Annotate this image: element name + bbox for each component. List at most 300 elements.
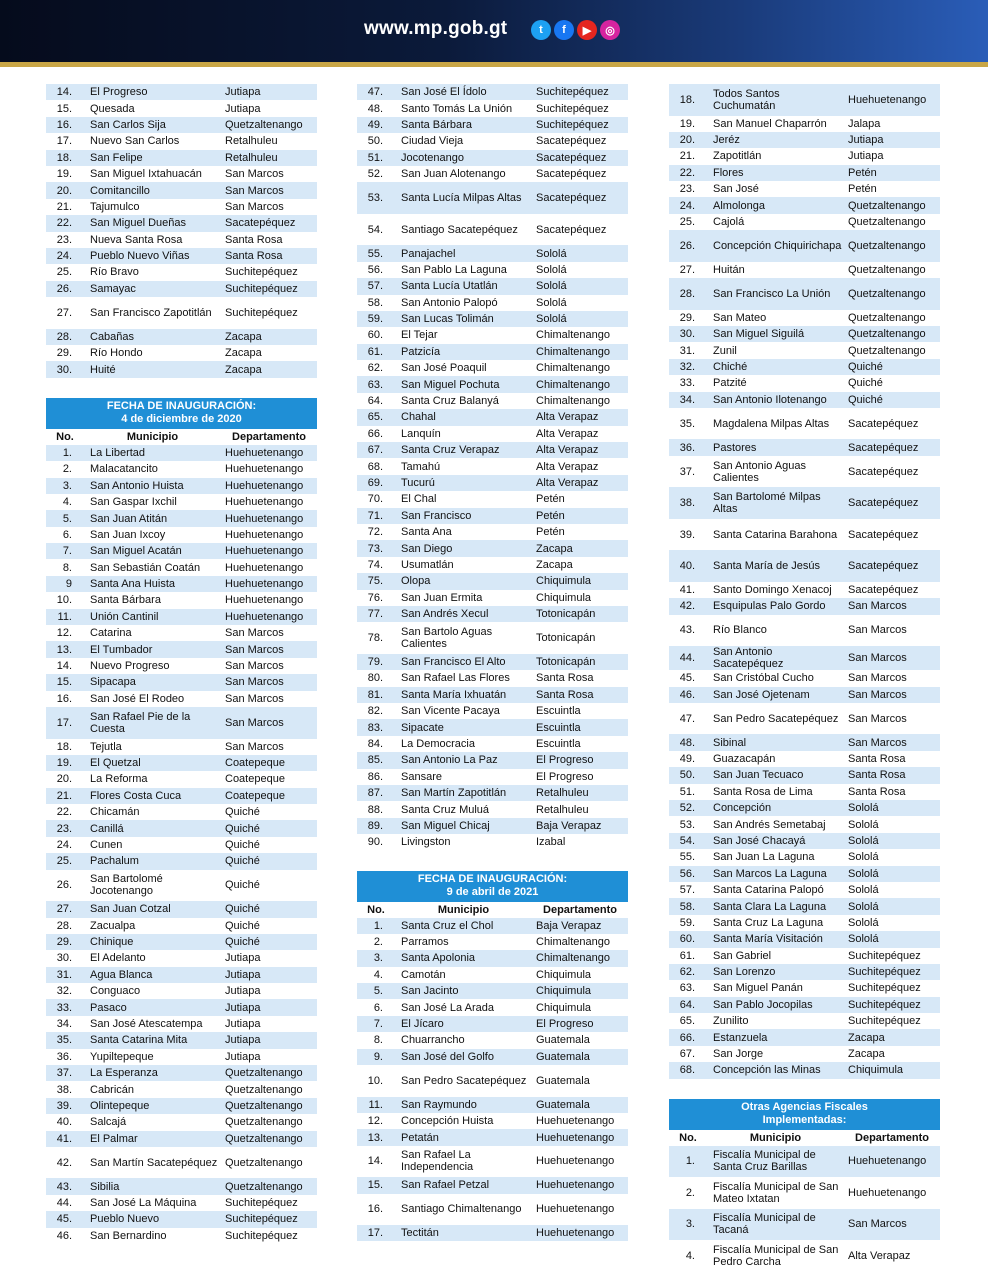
- municipio-cell: Malacatancito: [84, 461, 221, 477]
- row-number: 50.: [357, 133, 395, 149]
- municipio-cell: San Francisco: [395, 508, 532, 524]
- table-row: [46, 232, 317, 248]
- row-number: 24.: [669, 197, 707, 213]
- municipio-cell: Río Blanco: [707, 615, 844, 647]
- row-number: 13.: [46, 641, 84, 657]
- table-row: [669, 148, 940, 164]
- municipio-cell: Quesada: [84, 100, 221, 116]
- departamento-cell: Suchitepéquez: [844, 980, 940, 996]
- departamento-cell: Suchitepéquez: [844, 964, 940, 980]
- row-number: 14.: [46, 658, 84, 674]
- municipio-cell: Tajumulco: [84, 199, 221, 215]
- table-row: [669, 767, 940, 783]
- table-row: [669, 84, 940, 116]
- row-number: 60.: [669, 931, 707, 947]
- row-number: 62.: [357, 360, 395, 376]
- table-row: [357, 1065, 628, 1097]
- municipio-cell: San Miguel Panán: [707, 980, 844, 996]
- departamento-cell: San Marcos: [844, 1209, 940, 1241]
- row-number: 68.: [669, 1062, 707, 1078]
- row-number: 57.: [357, 278, 395, 294]
- youtube-icon[interactable]: ▶: [577, 20, 597, 40]
- row-number: 31.: [669, 342, 707, 358]
- departamento-cell: Sacatepéquez: [844, 487, 940, 519]
- municipio-cell: San Martín Sacatepéquez: [84, 1147, 221, 1179]
- departamento-cell: Chimaltenango: [532, 344, 628, 360]
- section-header: [46, 398, 317, 429]
- departamento-cell: Petén: [844, 181, 940, 197]
- row-number: 11.: [357, 1097, 395, 1113]
- departamento-cell: San Marcos: [221, 674, 317, 690]
- row-number: 59.: [357, 311, 395, 327]
- row-number: 72.: [357, 524, 395, 540]
- row-number: 15.: [46, 100, 84, 116]
- departamento-cell: Chiquimula: [532, 967, 628, 983]
- municipio-cell: Río Hondo: [84, 345, 221, 361]
- table-row: [357, 1032, 628, 1048]
- row-number: 37.: [46, 1065, 84, 1081]
- municipio-cell: El Progreso: [84, 84, 221, 100]
- municipio-cell: Santa Cruz el Chol: [395, 918, 532, 934]
- section-table: [357, 902, 628, 1242]
- table-row: [357, 344, 628, 360]
- departamento-cell: Quiché: [844, 375, 940, 391]
- section-date: 9 de abril de 2021: [446, 885, 539, 898]
- table-row: [46, 1195, 317, 1211]
- municipio-cell: Panajachel: [395, 245, 532, 261]
- row-number: 16.: [46, 117, 84, 133]
- twitter-icon[interactable]: t: [531, 20, 551, 40]
- table-row: [669, 375, 940, 391]
- departamento-cell: Zacapa: [844, 1029, 940, 1045]
- table-row: [357, 182, 628, 214]
- row-number: 38.: [46, 1081, 84, 1097]
- departamento-cell: Huehuetenango: [221, 592, 317, 608]
- departamento-cell: Petén: [844, 165, 940, 181]
- departamento-cell: Huehuetenango: [221, 478, 317, 494]
- departamento-cell: Chiquimula: [532, 983, 628, 999]
- row-number: 14.: [46, 84, 84, 100]
- row-number: 29.: [46, 934, 84, 950]
- row-number: 89.: [357, 818, 395, 834]
- row-number: 17.: [357, 1225, 395, 1241]
- table-row: [669, 1062, 940, 1078]
- table-row: [46, 1178, 317, 1194]
- departamento-cell: Jutiapa: [221, 84, 317, 100]
- table-row: [46, 297, 317, 329]
- departamento-cell: Sacatepéquez: [844, 408, 940, 440]
- table-row: [669, 833, 940, 849]
- table-row: [46, 1114, 317, 1130]
- table-row: [46, 691, 317, 707]
- social-icons: [531, 20, 620, 40]
- municipio-cell: San Lucas Tolimán: [395, 311, 532, 327]
- municipio-cell: Huité: [84, 361, 221, 377]
- municipio-cell: Sansare: [395, 769, 532, 785]
- table-row: [46, 215, 317, 231]
- departamento-cell: Quetzaltenango: [221, 1131, 317, 1147]
- table-row: [46, 1131, 317, 1147]
- table-row: [46, 150, 317, 166]
- departamento-cell: Chimaltenango: [532, 327, 628, 343]
- table-row: [46, 804, 317, 820]
- table-row: [669, 598, 940, 614]
- municipio-cell: Ciudad Vieja: [395, 133, 532, 149]
- municipio-cell: San Lorenzo: [707, 964, 844, 980]
- municipio-cell: San Pablo La Laguna: [395, 262, 532, 278]
- municipio-cell: San Juan Alotenango: [395, 166, 532, 182]
- municipio-cell: San Sebastián Coatán: [84, 559, 221, 575]
- table-row: [46, 494, 317, 510]
- table-row: [46, 918, 317, 934]
- row-number: 53.: [669, 816, 707, 832]
- municipio-cell: Conguaco: [84, 983, 221, 999]
- row-number: 54.: [669, 833, 707, 849]
- municipio-cell: Samayac: [84, 281, 221, 297]
- row-number: 14.: [357, 1146, 395, 1178]
- table-row: [669, 751, 940, 767]
- row-number: 78.: [357, 622, 395, 654]
- row-number: 35.: [46, 1032, 84, 1048]
- municipio-cell: Concepción Chiquirichapa: [707, 230, 844, 262]
- facebook-icon[interactable]: f: [554, 20, 574, 40]
- departamento-cell: Santa Rosa: [844, 767, 940, 783]
- municipio-cell: Parramos: [395, 934, 532, 950]
- site-url-link[interactable]: www.mp.gob.gt: [364, 18, 508, 39]
- row-number: 6.: [357, 999, 395, 1015]
- departamento-cell: Sacatepéquez: [532, 133, 628, 149]
- municipio-cell: San Pablo Jocopilas: [707, 997, 844, 1013]
- row-number: 24.: [46, 837, 84, 853]
- municipio-cell: Sipacapa: [84, 674, 221, 690]
- table-row: [669, 800, 940, 816]
- departamento-cell: Sololá: [532, 295, 628, 311]
- departamento-cell: Suchitepéquez: [844, 1013, 940, 1029]
- table-row: [669, 734, 940, 750]
- table-row: [669, 326, 940, 342]
- table-row: [669, 931, 940, 947]
- row-number: 18.: [46, 150, 84, 166]
- municipio-cell: Livingston: [395, 834, 532, 850]
- municipio-cell: San Antonio Sacatepéquez: [707, 646, 844, 670]
- table-row: [357, 687, 628, 703]
- table-row: [669, 392, 940, 408]
- municipio-cell: Santa Catarina Palopó: [707, 882, 844, 898]
- table-row: [669, 359, 940, 375]
- departamento-cell: Huehuetenango: [532, 1129, 628, 1145]
- departamento-cell: Sololá: [844, 898, 940, 914]
- municipio-cell: San Bartolo Aguas Calientes: [395, 622, 532, 654]
- column-2: [357, 84, 628, 1241]
- table-row: [46, 361, 317, 377]
- municipio-cell: San José Chacayá: [707, 833, 844, 849]
- row-number: 77.: [357, 606, 395, 622]
- departamento-cell: Chimaltenango: [532, 950, 628, 966]
- section-spacer: [357, 851, 628, 871]
- row-number: 62.: [669, 964, 707, 980]
- departamento-cell: Quiché: [221, 804, 317, 820]
- departamento-cell: San Marcos: [221, 658, 317, 674]
- departamento-cell: San Marcos: [221, 707, 317, 739]
- municipio-cell: Camotán: [395, 967, 532, 983]
- table-row: [357, 117, 628, 133]
- municipio-cell: El Quetzal: [84, 755, 221, 771]
- municipio-cell: Estanzuela: [707, 1029, 844, 1045]
- row-number: 34.: [669, 392, 707, 408]
- municipio-cell: Patzicía: [395, 344, 532, 360]
- table-row: [357, 622, 628, 654]
- row-number: 44.: [46, 1195, 84, 1211]
- row-number: 28.: [46, 918, 84, 934]
- departamento-cell: Quiché: [844, 359, 940, 375]
- departamento-cell: Huehuetenango: [844, 84, 940, 116]
- municipio-cell: Nueva Santa Rosa: [84, 232, 221, 248]
- table-row: [669, 1013, 940, 1029]
- column-header-no: No.: [357, 902, 395, 918]
- row-number: 79.: [357, 654, 395, 670]
- row-number: 4.: [357, 967, 395, 983]
- departamento-cell: Chimaltenango: [532, 393, 628, 409]
- table-row: [46, 478, 317, 494]
- column-1: [46, 84, 317, 1244]
- row-number: 5.: [357, 983, 395, 999]
- row-number: 71.: [357, 508, 395, 524]
- row-number: 25.: [46, 853, 84, 869]
- municipio-cell: San Gaspar Ixchil: [84, 494, 221, 510]
- departamento-cell: Huehuetenango: [221, 543, 317, 559]
- row-number: 68.: [357, 458, 395, 474]
- departamento-cell: Jutiapa: [221, 999, 317, 1015]
- row-number: 46.: [46, 1228, 84, 1244]
- column-header-municipio: Municipio: [84, 429, 221, 445]
- municipio-cell: El Tejar: [395, 327, 532, 343]
- row-number: 86.: [357, 769, 395, 785]
- departamento-cell: Petén: [532, 508, 628, 524]
- table-row: [46, 182, 317, 198]
- municipio-cell: Zunil: [707, 342, 844, 358]
- column-header-no: No.: [669, 1130, 707, 1146]
- departamento-cell: Guatemala: [532, 1032, 628, 1048]
- departamento-cell: Huehuetenango: [221, 559, 317, 575]
- municipio-cell: Cabricán: [84, 1081, 221, 1097]
- table-row: [357, 719, 628, 735]
- municipio-cell: Comitancillo: [84, 182, 221, 198]
- municipio-cell: San Miguel Ixtahuacán: [84, 166, 221, 182]
- departamento-cell: Sololá: [844, 882, 940, 898]
- departamento-cell: Suchitepéquez: [221, 1228, 317, 1244]
- row-number: 80.: [357, 670, 395, 686]
- table-row: [46, 264, 317, 280]
- departamento-cell: Sacatepéquez: [532, 182, 628, 214]
- table-row: [357, 133, 628, 149]
- row-number: 15.: [357, 1177, 395, 1193]
- municipio-cell: Zunilito: [707, 1013, 844, 1029]
- departamento-cell: Alta Verapaz: [532, 442, 628, 458]
- table-row: [46, 592, 317, 608]
- table-row: [357, 426, 628, 442]
- departamento-cell: Huehuetenango: [221, 576, 317, 592]
- departamento-cell: Chiquimula: [532, 590, 628, 606]
- table-row: [46, 100, 317, 116]
- table-row: [46, 853, 317, 869]
- table-row: [669, 948, 940, 964]
- departamento-cell: San Marcos: [221, 182, 317, 198]
- departamento-cell: Escuintla: [532, 719, 628, 735]
- municipio-cell: San Cristóbal Cucho: [707, 670, 844, 686]
- row-number: 21.: [669, 148, 707, 164]
- departamento-cell: Sololá: [844, 816, 940, 832]
- row-number: 15.: [46, 674, 84, 690]
- municipio-cell: San Bartolomé Milpas Altas: [707, 487, 844, 519]
- table-row: [357, 1177, 628, 1193]
- departamento-cell: Sololá: [532, 245, 628, 261]
- municipio-cell: San Carlos Sija: [84, 117, 221, 133]
- departamento-cell: Santa Rosa: [532, 687, 628, 703]
- table-row: [357, 1225, 628, 1241]
- row-number: 54.: [357, 214, 395, 246]
- row-number: 5.: [46, 510, 84, 526]
- column-header-departamento: Departamento: [221, 429, 317, 445]
- row-number: 20.: [46, 182, 84, 198]
- municipio-cell: Santa Rosa de Lima: [707, 784, 844, 800]
- row-number: 10.: [357, 1065, 395, 1097]
- departamento-cell: Quiché: [221, 918, 317, 934]
- instagram-icon[interactable]: ◎: [600, 20, 620, 40]
- departamento-cell: Jutiapa: [844, 132, 940, 148]
- section-table: [46, 429, 317, 1244]
- row-number: 52.: [669, 800, 707, 816]
- row-number: 1.: [46, 445, 84, 461]
- departamento-cell: Suchitepéquez: [532, 117, 628, 133]
- row-number: 64.: [357, 393, 395, 409]
- municipio-cell: Santa Ana Huista: [84, 576, 221, 592]
- municipio-cell: San Bernardino: [84, 1228, 221, 1244]
- table-row: [357, 458, 628, 474]
- column-header-municipio: Municipio: [395, 902, 532, 918]
- row-number: 48.: [357, 100, 395, 116]
- table-row: [669, 278, 940, 310]
- row-number: 65.: [669, 1013, 707, 1029]
- table-row: [46, 461, 317, 477]
- row-number: 28.: [46, 329, 84, 345]
- municipio-cell: Flores: [707, 165, 844, 181]
- departamento-cell: San Marcos: [221, 199, 317, 215]
- row-number: 4.: [46, 494, 84, 510]
- municipio-cell: Chahal: [395, 409, 532, 425]
- header-accent-line: [0, 62, 988, 67]
- departamento-cell: Totonicapán: [532, 622, 628, 654]
- municipio-cell: Yupiltepeque: [84, 1049, 221, 1065]
- table-row: [46, 967, 317, 983]
- departamento-cell: Huehuetenango: [221, 494, 317, 510]
- departamento-cell: Quetzaltenango: [221, 1147, 317, 1179]
- departamento-cell: El Progreso: [532, 752, 628, 768]
- table-row: [46, 625, 317, 641]
- table-row: [46, 755, 317, 771]
- row-number: 25.: [669, 214, 707, 230]
- table-row: [669, 784, 940, 800]
- row-number: 90.: [357, 834, 395, 850]
- municipio-cell: San Antonio Ilotenango: [707, 392, 844, 408]
- row-number: 65.: [357, 409, 395, 425]
- departamento-cell: San Marcos: [221, 691, 317, 707]
- table-row: [669, 487, 940, 519]
- table-row: [669, 816, 940, 832]
- municipio-cell: Santa Clara La Laguna: [707, 898, 844, 914]
- departamento-cell: El Progreso: [532, 769, 628, 785]
- departamento-cell: Totonicapán: [532, 654, 628, 670]
- column-header-no: No.: [46, 429, 84, 445]
- municipio-cell: Almolonga: [707, 197, 844, 213]
- table-row: [46, 674, 317, 690]
- municipio-cell: Magdalena Milpas Altas: [707, 408, 844, 440]
- municipio-cell: San Manuel Chaparrón: [707, 116, 844, 132]
- table-row: [46, 510, 317, 526]
- row-number: 75.: [357, 573, 395, 589]
- row-number: 60.: [357, 327, 395, 343]
- table-row: [669, 882, 940, 898]
- municipio-cell: Pueblo Nuevo Viñas: [84, 248, 221, 264]
- municipio-cell: El Jícaro: [395, 1016, 532, 1032]
- departamento-cell: Sacatepéquez: [532, 166, 628, 182]
- municipio-cell: Cajolá: [707, 214, 844, 230]
- table-row: [357, 918, 628, 934]
- row-number: 21.: [46, 199, 84, 215]
- departamento-cell: Quiché: [221, 870, 317, 902]
- departamento-cell: Jutiapa: [221, 950, 317, 966]
- departamento-cell: Santa Rosa: [844, 784, 940, 800]
- municipio-cell: San Gabriel: [707, 948, 844, 964]
- table-row: [669, 262, 940, 278]
- row-number: 22.: [46, 804, 84, 820]
- municipio-cell: San Andrés Semetabaj: [707, 816, 844, 832]
- departamento-cell: Guatemala: [532, 1049, 628, 1065]
- departamento-cell: San Marcos: [221, 625, 317, 641]
- row-number: 21.: [46, 788, 84, 804]
- row-number: 19.: [46, 755, 84, 771]
- table-row: [357, 801, 628, 817]
- table-row: [46, 609, 317, 625]
- table-row: [669, 1046, 940, 1062]
- table-row: [669, 197, 940, 213]
- municipio-cell: Santo Domingo Xenacoj: [707, 582, 844, 598]
- row-number: 1.: [357, 918, 395, 934]
- row-number: 13.: [357, 1129, 395, 1145]
- municipio-cell: Chinique: [84, 934, 221, 950]
- table-row: [46, 1228, 317, 1244]
- row-number: 30.: [46, 361, 84, 377]
- row-number: 19.: [669, 116, 707, 132]
- row-number: 57.: [669, 882, 707, 898]
- municipio-cell: San Pedro Sacatepéquez: [395, 1065, 532, 1097]
- departamento-cell: Quetzaltenango: [844, 230, 940, 262]
- municipio-cell: San Bartolomé Jocotenango: [84, 870, 221, 902]
- municipio-cell: San Francisco El Alto: [395, 654, 532, 670]
- table-row: [669, 898, 940, 914]
- municipio-cell: San Miguel Siguilá: [707, 326, 844, 342]
- departamento-cell: San Marcos: [844, 598, 940, 614]
- departamento-cell: San Marcos: [221, 739, 317, 755]
- row-number: 17.: [46, 707, 84, 739]
- departamento-cell: Zacapa: [221, 329, 317, 345]
- row-number: 43.: [46, 1178, 84, 1194]
- table-row: [357, 475, 628, 491]
- departamento-cell: Guatemala: [532, 1097, 628, 1113]
- table-row: [46, 870, 317, 902]
- table-row: [357, 1194, 628, 1226]
- table-row: [669, 615, 940, 647]
- municipio-cell: Nuevo Progreso: [84, 658, 221, 674]
